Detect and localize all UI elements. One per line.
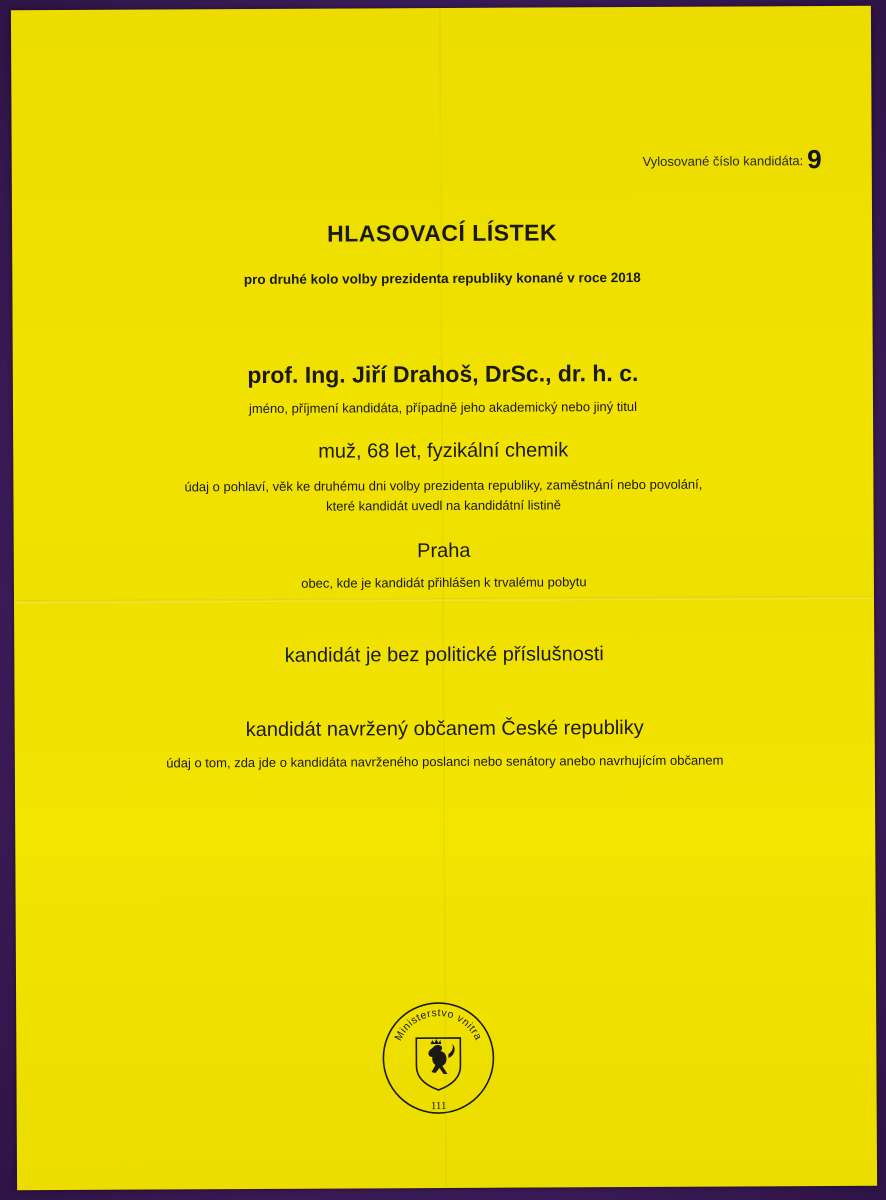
draw-number-line (642, 144, 821, 176)
stamp-ring-text: Ministerstvo vnitra (392, 1006, 485, 1043)
candidate-name-caption: jméno, příjmení kandidáta, případně jeho akademický nebo jiný titul (248, 398, 638, 417)
czech-lion-icon (416, 1038, 460, 1090)
candidate-name: prof. Ing. Jiří Drahoš, DrSc., dr. h. c. (247, 359, 639, 389)
ballot-paper (11, 6, 877, 1190)
residence-caption: obec, kde je kandidát přihlášen k trvalému pobytu (301, 574, 587, 591)
draw-number-label: Vylosované číslo kandidáta: (642, 153, 804, 169)
draw-number-value: 9 (807, 144, 822, 175)
personal-info-caption-line2: které kandidát uvedl na kandidátní listině (326, 497, 561, 514)
ballot-subtitle: pro druhé kolo volby prezidenta republiky konané v roce 2018 (243, 269, 641, 288)
ministry-stamp (380, 1000, 497, 1117)
political-affiliation: kandidát je bez politické příslušnosti (284, 643, 604, 667)
nomination-info: kandidát navržený občanem České republiky (245, 716, 644, 742)
stamp-number: 111 (430, 1099, 447, 1113)
ballot-title: HLASOVACÍ LÍSTEK (327, 219, 558, 247)
candidate-personal-info: muž, 68 let, fyzikální chemik (318, 439, 569, 463)
nomination-caption: údaj o tom, zda jde o kandidáta navrženého poslanci nebo senátory anebo navrhujícím občanem (166, 752, 724, 771)
candidate-residence: Praha (417, 539, 471, 563)
personal-info-caption-line1: údaj o pohlaví, věk ke druhému dni volby prezidenta republiky, zaměstnání nebo povolání, (184, 476, 703, 495)
